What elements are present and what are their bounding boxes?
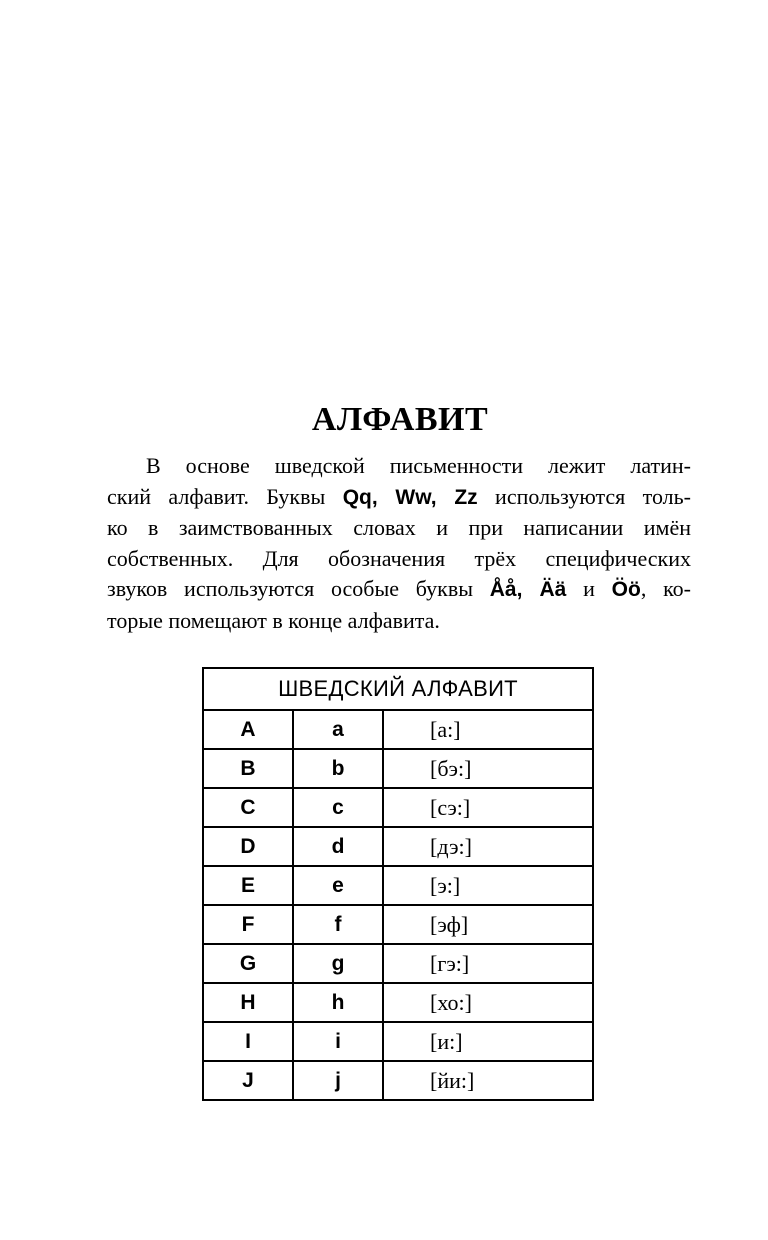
lowercase-letter-cell: f (293, 905, 383, 944)
lowercase-letter-cell: h (293, 983, 383, 1022)
pronunciation-cell: [сэ:] (383, 788, 593, 827)
intro-line (107, 482, 691, 514)
pronunciation-cell: [йи:] (383, 1061, 593, 1100)
lowercase-letter-cell: g (293, 944, 383, 983)
table-row (203, 905, 593, 944)
intro-paragraph (107, 451, 691, 636)
table-row (203, 749, 593, 788)
table-caption: ШВЕДСКИЙ АЛФАВИТ (203, 668, 593, 710)
intro-line: собственных. Для обозначения трёх специфических (107, 545, 691, 571)
special-letter-o: Öö (611, 578, 641, 601)
pronunciation-cell: [э:] (383, 866, 593, 905)
table-row (203, 788, 593, 827)
pronunciation-cell: [дэ:] (383, 827, 593, 866)
uppercase-letter-cell: I (203, 1022, 293, 1061)
lowercase-letter-cell: d (293, 827, 383, 866)
uppercase-letter-cell: D (203, 827, 293, 866)
table-row (203, 944, 593, 983)
intro-text: звуков используются особые буквы (107, 576, 490, 601)
pronunciation-cell: [эф] (383, 905, 593, 944)
table-row (203, 866, 593, 905)
lowercase-letter-cell: b (293, 749, 383, 788)
uppercase-letter-cell: H (203, 983, 293, 1022)
uppercase-letter-cell: C (203, 788, 293, 827)
table-body (203, 710, 593, 1100)
pronunciation-cell: [бэ:] (383, 749, 593, 788)
pronunciation-cell: [гэ:] (383, 944, 593, 983)
intro-line: торые помещают в конце алфавита. (107, 607, 440, 633)
pronunciation-cell: [а:] (383, 710, 593, 749)
pronunciation-cell: [и:] (383, 1022, 593, 1061)
uppercase-letter-cell: A (203, 710, 293, 749)
table-row (203, 710, 593, 749)
uppercase-letter-cell: J (203, 1061, 293, 1100)
uppercase-letter-cell: F (203, 905, 293, 944)
lowercase-letter-cell: c (293, 788, 383, 827)
table-row (203, 1022, 593, 1061)
table-row (203, 827, 593, 866)
intro-text: ский алфавит. Буквы (107, 483, 343, 509)
lowercase-letter-cell: j (293, 1061, 383, 1100)
intro-text: используются толь- (477, 483, 691, 509)
table-row (203, 983, 593, 1022)
intro-line (107, 574, 691, 606)
uppercase-letter-cell: B (203, 749, 293, 788)
table-header-row (203, 668, 593, 710)
uppercase-letter-cell: E (203, 866, 293, 905)
intro-line: ко в заимствованных словах и при написании имён (107, 515, 691, 540)
swedish-alphabet-table (202, 667, 594, 1101)
table-row (203, 1061, 593, 1100)
pronunciation-cell: [хо:] (383, 983, 593, 1022)
page-title: АЛФАВИТ (311, 400, 489, 438)
intro-text: , ко- (640, 576, 691, 601)
lowercase-letter-cell: a (293, 710, 383, 749)
lowercase-letter-cell: i (293, 1022, 383, 1061)
intro-text: и (566, 576, 612, 601)
special-letters: Åå, Ää (489, 578, 567, 601)
uppercase-letter-cell: G (203, 944, 293, 983)
borrowed-letters: Qq, Ww, Zz (342, 485, 478, 509)
lowercase-letter-cell: e (293, 866, 383, 905)
intro-line: В основе шведской письменности лежит латин- (146, 453, 691, 478)
